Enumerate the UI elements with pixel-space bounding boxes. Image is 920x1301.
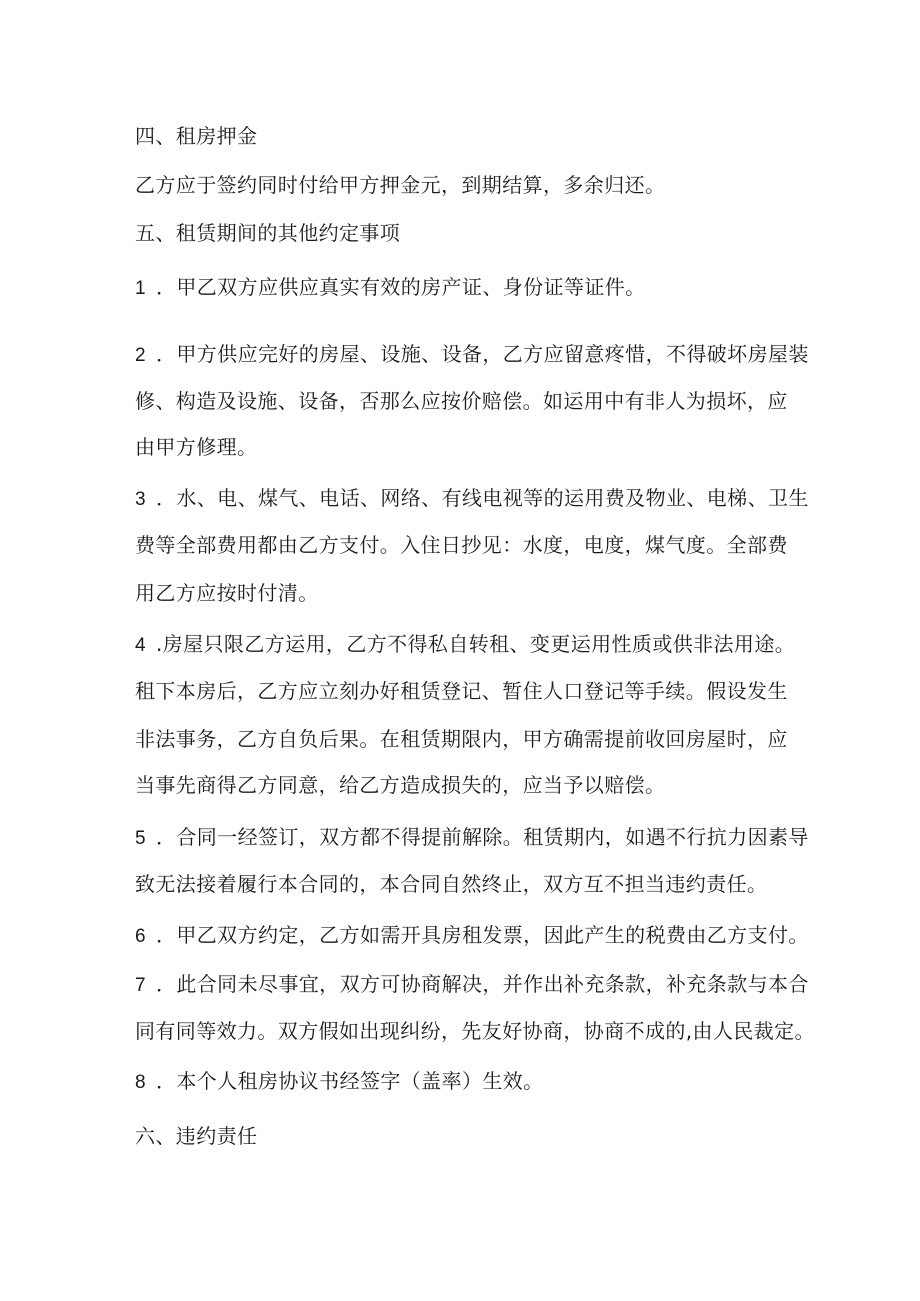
- item-2-line-2: 修、构造及设施、设备，否那么应按价赔偿。如运用中有非人为损坏，应: [135, 389, 788, 413]
- item-6-text-1: ．甲乙双方约定，乙方如需开具房租发票，因此产生的税费由乙方支付。: [155, 923, 809, 947]
- item-1-text: ．甲乙双方应供应真实有效的房产证、身份证等证件。: [155, 275, 646, 299]
- item-4-line-3: 非法事务，乙方自负后果。在租赁期限内，甲方确需提前收回房屋时，应: [135, 727, 788, 751]
- item-8-number: 8: [135, 1072, 146, 1093]
- item-2-number: 2: [135, 345, 146, 366]
- item-8-text-1: ．本个人租房协议书经签字（盖率）生效。: [155, 1069, 544, 1093]
- item-5-line-1: [135, 825, 809, 851]
- item-4-line-2: 租下本房后，乙方应立刻办好租赁登记、暂住人口登记等手续。假设发生: [135, 679, 788, 703]
- item-3-number: 3: [135, 489, 146, 510]
- item-2-text-1: ．甲方供应完好的房屋、设施、设备，乙方应留意疼惜，不得破坏房屋装: [155, 342, 809, 366]
- section-5-heading: 五、租赁期间的其他约定事项: [135, 221, 401, 245]
- item-7-line-2: 同有同等效力。双方假如出现纠纷，先友好协商，协商不成的,由人民裁定。: [135, 1019, 815, 1043]
- item-7-line-1: [135, 972, 809, 998]
- item-7-text-1: ．此合同未尽事宜，双方可协商解决，并作出补充条款，补充条款与本合: [155, 972, 809, 996]
- item-3-line-2: 费等全部费用都由乙方支付。入住日抄见：水度，电度，煤气度。全部费: [135, 533, 788, 557]
- item-4-line-4: 当事先商得乙方同意，给乙方造成损失的，应当予以赔偿。: [135, 773, 666, 797]
- item-3-line-1: [135, 486, 809, 512]
- section-6-heading: 六、违约责任: [135, 1124, 258, 1148]
- section-4-heading: 四、租房押金: [135, 124, 258, 148]
- item-4-text-1: .房屋只限乙方运用，乙方不得私自转租、变更运用性质或供非法用途。: [155, 632, 796, 656]
- item-5-text-1: ．合同一经签订，双方都不得提前解除。租赁期内，如遇不行抗力因素导: [155, 825, 809, 849]
- item-2-line-3: 由甲方修理。: [135, 435, 258, 459]
- item-4-line-1: [135, 632, 795, 658]
- section-4-text: 乙方应于签约同时付给甲方押金元，到期结算，多余归还。: [135, 173, 666, 197]
- item-8-line-1: [135, 1069, 544, 1095]
- item-6-line-1: [135, 923, 809, 949]
- item-1-number: 1: [135, 278, 146, 299]
- item-4-number: 4: [135, 635, 146, 656]
- item-6-number: 6: [135, 926, 146, 947]
- item-5-line-2: 致无法接着履行本合同的，本合同自然终止，双方互不担当违约责任。: [135, 872, 768, 896]
- item-1-line-1: [135, 275, 646, 301]
- item-5-number: 5: [135, 828, 146, 849]
- item-3-line-3: 用乙方应按时付清。: [135, 581, 319, 605]
- item-7-number: 7: [135, 975, 146, 996]
- item-3-text-1: ．水、电、煤气、电话、网络、有线电视等的运用费及物业、电梯、卫生: [155, 486, 809, 510]
- item-2-line-1: [135, 342, 809, 368]
